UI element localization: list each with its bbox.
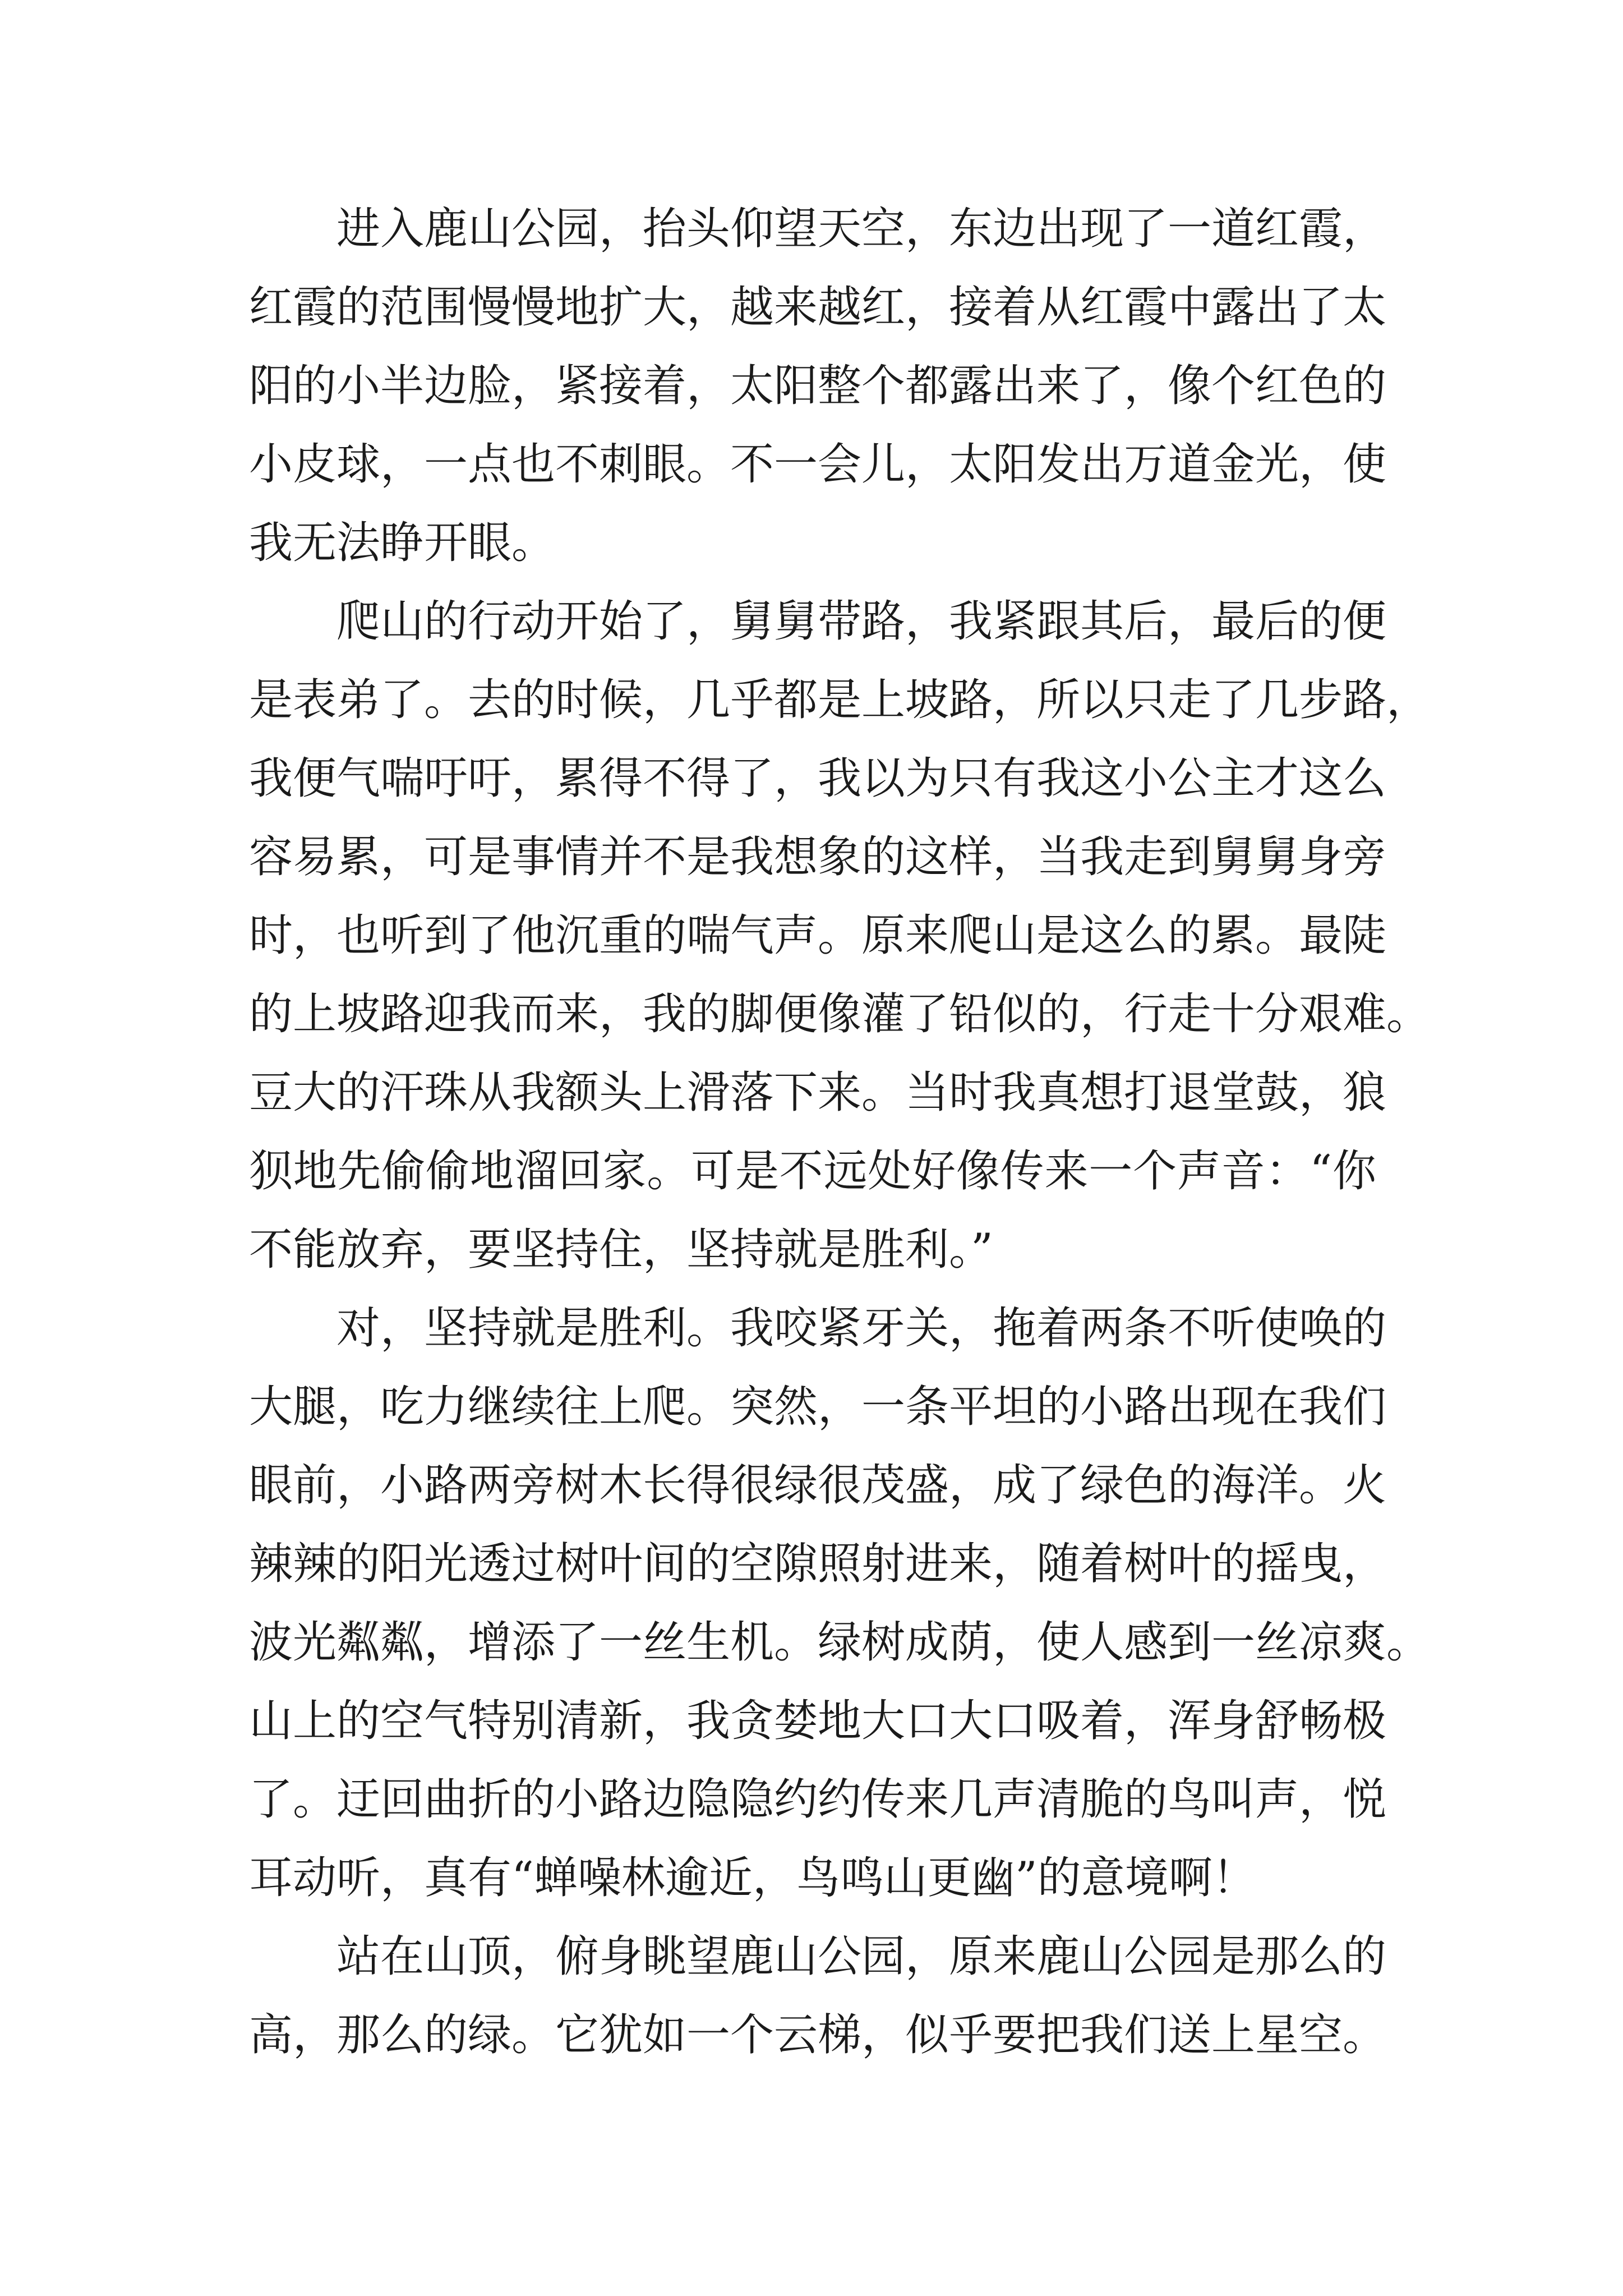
text-line: 不能放弃，要坚持住，坚持就是胜利。” <box>249 1225 993 1275</box>
text-line: 眼前，小路两旁树木长得很绿很茂盛，成了绿色的海洋。火 <box>249 1460 1387 1511</box>
text-line: 了。迂回曲折的小路边隐隐约约传来几声清脆的鸟叫声，悦 <box>249 1774 1387 1825</box>
text-line: 容易累，可是事情并不是我想象的这样，当我走到舅舅身旁 <box>249 832 1387 882</box>
paragraph-3 <box>249 1289 1431 1917</box>
text-line: 耳动听，真有“蝉噪林逾近，鸟鸣山更幽”的意境啊！ <box>249 1853 1256 1903</box>
text-line: 是表弟了。去的时候，几乎都是上坡路，所以只走了几步路， <box>249 675 1431 725</box>
text-line: 山上的空气特别清新，我贪婪地大口大口吸着，浑身舒畅极 <box>249 1696 1387 1746</box>
text-line: 站在山顶，俯身眺望鹿山公园，原来鹿山公园是那么的 <box>336 1931 1387 1982</box>
paragraph-2 <box>249 582 1431 1289</box>
document-page <box>249 190 1431 2074</box>
text-line: 爬山的行动开始了，舅舅带路，我紧跟其后，最后的便 <box>336 596 1387 647</box>
text-line: 我便气喘吁吁，累得不得了，我以为只有我这小公主才这么 <box>249 753 1387 804</box>
text-line: 小皮球，一点也不刺眼。不一会儿，太阳发出万道金光，使 <box>249 439 1387 490</box>
text-line: 红霞的范围慢慢地扩大，越来越红，接着从红霞中露出了太 <box>249 282 1387 333</box>
paragraph-1 <box>249 190 1387 582</box>
text-line: 进入鹿山公园，抬头仰望天空，东边出现了一道红霞， <box>336 204 1387 254</box>
text-line: 的上坡路迎我而来，我的脚便像灌了铅似的，行走十分艰难。 <box>249 989 1431 1039</box>
text-line: 辣辣的阳光透过树叶间的空隙照射进来，随着树叶的摇曳， <box>249 1539 1387 1589</box>
text-line: 高，那么的绿。它犹如一个云梯，似乎要把我们送上星空。 <box>249 2010 1387 2060</box>
paragraph-4 <box>249 1917 1387 2074</box>
text-line: 我无法睁开眼。 <box>249 518 556 568</box>
text-line: 豆大的汗珠从我额头上滑落下来。当时我真想打退堂鼓，狼 <box>249 1068 1387 1118</box>
text-line: 大腿，吃力继续往上爬。突然，一条平坦的小路出现在我们 <box>249 1382 1387 1432</box>
text-line: 时，也听到了他沉重的喘气声。原来爬山是这么的累。最陡 <box>249 910 1387 961</box>
text-line: 狈地先偷偷地溜回家。可是不远处好像传来一个声音：“你 <box>249 1146 1376 1197</box>
text-line: 对，坚持就是胜利。我咬紧牙关，拖着两条不听使唤的 <box>336 1303 1387 1354</box>
text-line: 波光粼粼，增添了一丝生机。绿树成荫，使人感到一丝凉爽。 <box>249 1617 1431 1668</box>
text-line: 阳的小半边脸，紧接着，太阳整个都露出来了，像个红色的 <box>249 361 1387 411</box>
